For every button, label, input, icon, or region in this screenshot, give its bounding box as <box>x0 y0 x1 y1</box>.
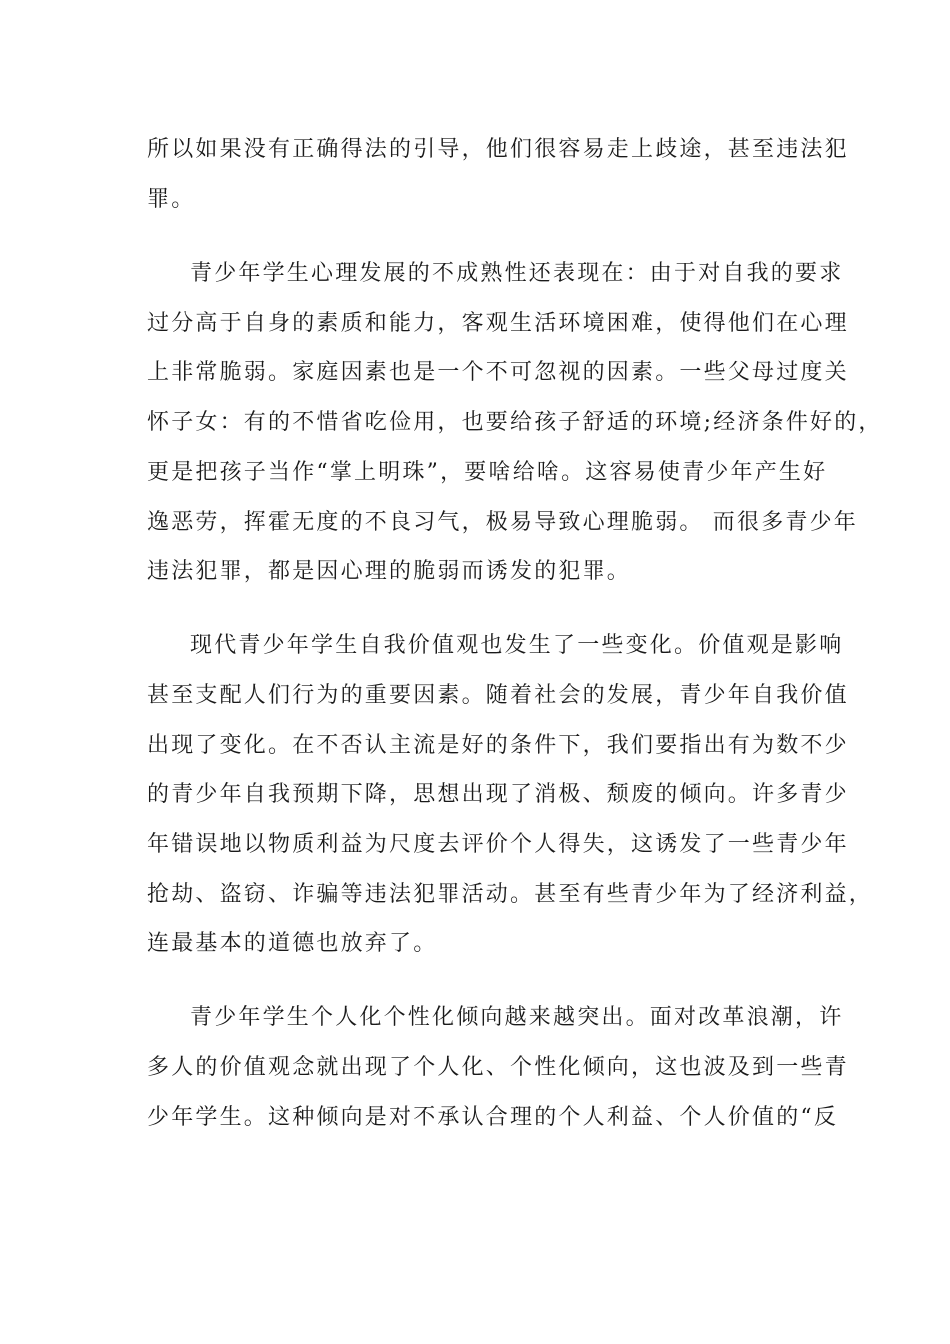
text-line: 少年学生。这种倾向是对不承认合理的个人利益、个人价值的“反 <box>147 1105 839 1130</box>
text-line: 更是把孩子当作“掌上明珠”，要啥给啥。这容易使青少年产生好 <box>147 460 828 485</box>
text-line: 的青少年自我预期下降，思想出现了消极、颓废的倾向。许多青少 <box>147 782 849 807</box>
text-line: 过分高于自身的素质和能力，客观生活环境困难，使得他们在心理 <box>147 311 849 336</box>
text-line: 甚至支配人们行为的重要因素。随着社会的发展，青少年自我价值 <box>147 683 849 708</box>
text-line: 逸恶劳，挥霍无度的不良习气，极易导致心理脆弱。 而很多青少年 <box>147 510 858 535</box>
text-line: 抢劫、盗窃、诈骗等违法犯罪活动。甚至有些青少年为了经济利益， <box>147 882 874 907</box>
text-line: 青少年学生心理发展的不成熟性还表现在：由于对自我的要求 <box>190 261 844 286</box>
text-line: 怀子女：有的不惜省吃俭用，也要给孩子舒适的环境;经济条件好的， <box>147 410 883 435</box>
text-line: 所以如果没有正确得法的引导，他们很容易走上歧途，甚至违法犯 <box>147 137 849 162</box>
text-line: 出现了变化。在不否认主流是好的条件下，我们要指出有为数不少 <box>147 733 849 758</box>
text-line: 连最基本的道德也放弃了。 <box>147 931 438 956</box>
text-line: 多人的价值观念就出现了个人化、个性化倾向，这也波及到一些青 <box>147 1055 849 1080</box>
text-line: 年错误地以物质利益为尺度去评价个人得失，这诱发了一些青少年 <box>147 832 849 857</box>
text-line: 罪。 <box>147 187 196 212</box>
text-line: 违法犯罪，都是因心理的脆弱而诱发的犯罪。 <box>147 559 632 584</box>
text-line: 上非常脆弱。家庭因素也是一个不可忽视的因素。一些父母过度关 <box>147 360 849 385</box>
text-line: 青少年学生个人化个性化倾向越来越突出。面对改革浪潮，许 <box>190 1005 844 1030</box>
text-line: 现代青少年学生自我价值观也发生了一些变化。价值观是影响 <box>190 633 844 658</box>
